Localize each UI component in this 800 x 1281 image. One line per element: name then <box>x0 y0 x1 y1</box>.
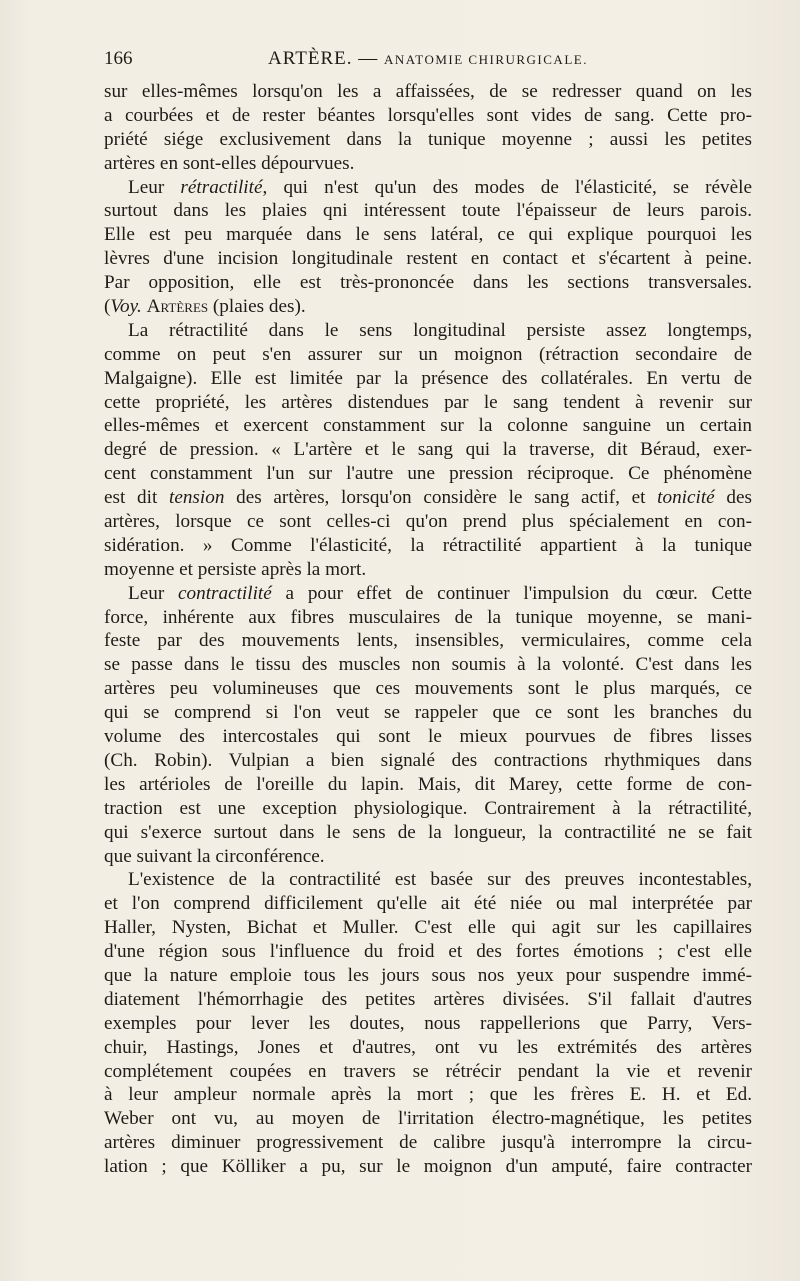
text-line: qui s'exerce surtout dans le sens de la longueur, la contractilité ne se fait <box>104 821 752 843</box>
text-line: complétement coupées en travers se rétrécir pendant la vie et revenir <box>104 1060 752 1082</box>
text-line: Elle est peu marquée dans le sens latéral, ce qui explique pourquoi les <box>104 224 752 246</box>
title-dash: — <box>352 48 385 69</box>
text-line: degré de pression. « L'artère et le sang qui la traverse, dit Béraud, exer- <box>104 439 752 461</box>
text-line: moyenne et persiste après la mort. <box>104 558 367 580</box>
text-line: qui se comprend si l'on veut se rappeler que ce sont les branches du <box>104 702 752 724</box>
text-line: artères peu volumineuses que ces mouvements sont le plus marqués, ce <box>104 678 752 700</box>
text-line: volume des intercostales qui sont le mieux pourvues de fibres lisses <box>104 726 752 748</box>
text-line: sur elles-mêmes lorsqu'on les a affaissées, de se redresser quand on les <box>104 81 752 102</box>
text-line: cent constamment l'un sur l'autre une pression réciproque. Ce phénomène <box>104 463 752 485</box>
text-line: lèvres d'une incision longitudinale restent en contact et s'écartent à peine. <box>104 248 752 270</box>
italic-term: tension <box>168 487 225 509</box>
text-line: comme on peut s'en assurer sur un moignon (rétraction secondaire de <box>104 343 752 365</box>
text-line: artères diminuer progressivement de calibre jusqu'à interrompre la circu- <box>104 1132 752 1154</box>
running-title <box>104 48 752 70</box>
running-header <box>104 48 752 72</box>
text-line: artères, lorsque ce sont celles-ci qu'on prend plus spécialement en con- <box>104 511 752 533</box>
text-line: L'existence de la contractilité est basée sur des preuves incontestables, <box>128 869 752 891</box>
italic-term: tonicité <box>657 487 715 509</box>
text-line: Weber ont vu, au moyen de l'irritation électro-magnétique, les petites <box>104 1108 752 1130</box>
text-line: elles-mêmes et exercent constamment sur la colonne sanguine un certain <box>104 415 752 437</box>
body-text <box>104 80 752 1179</box>
text-line: La rétractilité dans le sens longitudinal persiste assez longtemps, <box>128 319 752 341</box>
text-line: surtout dans les plaies qni intéressent toute l'épaisseur de leurs parois. <box>104 200 752 222</box>
text-line: sidération. » Comme l'élasticité, la rétractilité appartient à la tunique <box>104 534 752 556</box>
text-line: et l'on comprend difficilement qu'elle ait été niée ou mal interprétée par <box>104 893 752 915</box>
small-caps-term: Artères <box>146 296 209 318</box>
text-line: que suivant la circonférence. <box>104 845 325 867</box>
text-line: est dit tension des artères, lorsqu'on considère le sang actif, et tonicité des <box>104 487 752 509</box>
text-line: d'une région sous l'influence du froid et des fortes émotions ; c'est elle <box>104 941 752 963</box>
title-main: ARTÈRE. <box>268 48 353 69</box>
text-line: priété siége exclusivement dans la tunique moyenne ; aussi les petites <box>104 128 752 150</box>
text-line: Leur contractilité a pour effet de continuer l'impulsion du cœur. Cette <box>128 582 752 604</box>
text-line: force, inhérente aux fibres musculaires de la tunique moyenne, se mani- <box>104 606 752 628</box>
text-line: à leur ampleur normale après la mort ; que les frères E. H. et Ed. <box>104 1084 752 1106</box>
italic-term: contractilité <box>177 582 272 604</box>
italic-term: rétractilité <box>180 176 263 198</box>
text-line: se passe dans le tissu des muscles non soumis à la volonté. C'est dans les <box>104 654 752 676</box>
text-line: (Ch. Robin). Vulpian a bien signalé des contractions rhythmiques dans <box>104 749 752 771</box>
text-line: diatement l'hémorrhagie des petites artères divisées. S'il fallait d'autres <box>104 988 752 1010</box>
text-line: feste par des mouvements lents, insensibles, vermiculaires, comme cela <box>104 630 752 652</box>
text-line: Malgaigne). Elle est limitée par la présence des collatérales. En vertu de <box>104 367 752 389</box>
text-line: chuir, Hastings, Jones et d'autres, ont vu les extrémités des artères <box>104 1036 752 1058</box>
text-line: exemples pour lever les doutes, nous rappellerions que Parry, Vers- <box>104 1012 752 1034</box>
text-line: Par opposition, elle est très-prononcée dans les sections transversales. <box>104 272 752 294</box>
italic-term: Voy. <box>110 296 142 318</box>
text-line: artères en sont-elles dépourvues. <box>104 152 355 174</box>
text-line: lation ; que Kölliker a pu, sur le moignon d'un amputé, faire contracter <box>104 1156 752 1178</box>
text-line: (Voy. Artères (plaies des). <box>104 296 306 318</box>
title-sub: ANATOMIE CHIRURGICALE. <box>384 52 588 67</box>
text-line: a courbées et de rester béantes lorsqu'elles sont vides de sang. Cette pro- <box>104 104 752 126</box>
text-line: traction est une exception physiologique. Contrairement à la rétractilité, <box>104 797 752 819</box>
page-number: 166 <box>104 48 133 69</box>
text-line: Leur rétractilité, qui n'est qu'un des modes de l'élasticité, se révèle <box>128 176 752 198</box>
text-line: cette propriété, les artères distendues par le sang tendent à revenir sur <box>104 391 752 413</box>
text-line: Haller, Nysten, Bichat et Muller. C'est elle qui agit sur les capillaires <box>104 917 752 939</box>
text-line: les artérioles de l'oreille du lapin. Mais, dit Marey, cette forme de con- <box>104 773 752 795</box>
text-line: que la nature emploie tous les jours sous nos yeux pour suspendre immé- <box>104 964 752 986</box>
